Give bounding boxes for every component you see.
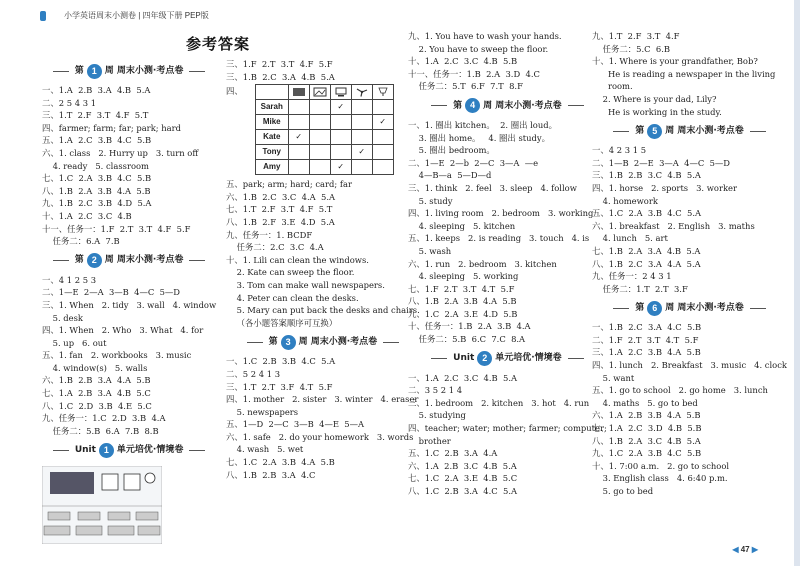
section-prefix: 第: [74, 255, 84, 266]
answer-line: 十、1.A 2.C 3.C 4.B: [42, 210, 132, 221]
check-cell: [330, 130, 351, 145]
check-cell: [351, 100, 372, 115]
section-number-badge: 6: [647, 301, 662, 316]
answer-line: 三、1. think 2. feel 3. sleep 4. follow: [408, 182, 577, 193]
check-cell: [351, 160, 372, 175]
check-cell: [288, 100, 309, 115]
classroom-illustration: [42, 466, 162, 544]
divider: [613, 308, 629, 309]
check-cell: [330, 145, 351, 160]
row-name: Tony: [255, 145, 288, 160]
answer-line: 一、1.A 2.C 3.C 4.B 5.A: [408, 372, 518, 383]
check-cell: [288, 115, 309, 130]
divider: [189, 71, 205, 72]
answer-list: [226, 58, 420, 83]
answer-line: 九、任务一：1. BCDF: [226, 229, 313, 240]
prev-arrow-icon[interactable]: ◀: [732, 545, 739, 554]
answer-line: 八、1.B 2.A 3.C 4.B 5.A: [592, 435, 701, 446]
answer-line: 四、1. lunch 2. Breakfast 3. music 4. clock: [592, 360, 787, 371]
answer-line: 任务二：5.C 6.B: [592, 43, 671, 54]
series-tag: [40, 11, 46, 21]
answer-line: 二、1.F 2.T 3.T 4.T 5.F: [592, 334, 699, 345]
divider: [189, 260, 205, 261]
answer-line: 七、1.C 2.A 3.E 4.B 5.C: [408, 473, 518, 484]
answer-line: 3. 圈出 home。 4. 圈出 study。: [408, 132, 550, 143]
section-week-4: [408, 95, 607, 117]
section-number-badge: 1: [87, 64, 102, 79]
answer-line: 一、4 2 3 1 5: [592, 145, 647, 156]
answer-line: 七、1.F 2.T 3.T 4.T 5.F: [408, 283, 515, 294]
answer-line: 十、1. Where is your grandfather, Bob?: [592, 56, 758, 67]
answer-line: 五、1.C 2.B 3.A 4.A: [408, 448, 498, 459]
answer-line: 5. study: [408, 195, 453, 206]
answer-line: 六、1.B 2.C 3.C 4.A 5.A: [226, 191, 336, 202]
answer-line: 九、1.B 2.C 3.B 4.D 5.A: [42, 198, 152, 209]
answer-line: 任务二：6.A 7.B: [42, 236, 120, 247]
answer-line: 一、1. 圈出 kitchen。 2. 圈出 loud。: [408, 119, 557, 130]
answer-line: 二、3 5 2 1 4: [408, 385, 463, 396]
answer-line: He is working in the study.: [592, 106, 722, 117]
section-week-2: [42, 250, 216, 272]
answer-line: 4. lunch 5. art: [592, 233, 668, 244]
row-name: Mike: [255, 115, 288, 130]
answer-list: [592, 30, 787, 118]
answer-line: 九、1. You have to wash your hands.: [408, 31, 562, 41]
answer-line: 九、任务一：1.C 2.D 3.B 4.A: [42, 413, 166, 424]
answer-line: 一、1.C 2.B 3.B 4.C 5.A: [226, 356, 336, 367]
answer-line: 3. English class 4. 6:40 p.m.: [592, 473, 728, 484]
answer-list: [408, 372, 607, 498]
table-row: [255, 100, 393, 115]
table-row: [255, 160, 393, 175]
answer-line: 5. want: [592, 372, 635, 383]
answer-line: 八、1.B 2.B 3.A 4.C: [226, 469, 316, 480]
answer-line: 九、1.C 2.A 3.E 4.D 5.B: [408, 308, 518, 319]
answer-line: 十、1. 7:00 a.m. 2. go to school: [592, 460, 730, 471]
table-row: [255, 115, 393, 130]
answer-line: 5. 圈出 bedroom。: [408, 145, 495, 156]
check-cell: [372, 100, 393, 115]
answer-line: 九、1.C 2.A 3.B 4.C 5.B: [592, 448, 702, 459]
section-unit-2: [408, 348, 607, 370]
section-number-badge: 2: [477, 351, 492, 366]
answer-line: 5. desk: [42, 312, 83, 323]
answer-line: 八、1.C 2.B 3.A 4.C 5.A: [408, 486, 518, 496]
next-arrow-icon[interactable]: ▶: [751, 545, 758, 554]
divider: [431, 105, 447, 106]
answer-line: 三、1. bedroom 2. kitchen 3. hot 4. run: [408, 397, 590, 408]
section-prefix: 第: [268, 337, 278, 348]
answer-line: 三、1.T 2.F 3.T 4.F 5.T: [42, 110, 149, 121]
answer-line: 四、farmer; farm; far; park; hard: [42, 122, 182, 133]
answer-line: 十、1.A 2.C 3.C 4.B 5.B: [408, 56, 518, 67]
answer-line: 任务二：2.C 3.C 4.A: [226, 242, 324, 253]
section-title: 周 周末小测·考点卷: [104, 255, 184, 266]
answer-line: 三、1.T 2.T 3.F 4.T 5.F: [226, 381, 333, 392]
divider: [568, 358, 584, 359]
answer-list: [42, 274, 216, 438]
answer-line: 十一、任务一：1.F 2.T 3.T 4.F 5.F: [42, 223, 191, 234]
answer-line: 任务二：5.B 6.A 7.B 8.B: [42, 425, 159, 436]
section-number-badge: 3: [281, 335, 296, 350]
answer-line: 2. Where is your dad, Lily?: [592, 93, 717, 104]
answer-line: 五、1. fan 2. workbooks 3. music: [42, 350, 192, 361]
answer-line: 七、1.T 2.F 3.T 4.F 5.T: [226, 204, 333, 215]
answer-line: 2. You have to sweep the floor.: [408, 43, 549, 54]
answer-table: [255, 84, 394, 175]
answer-line: 4—B—a 5—D—d: [408, 170, 492, 181]
answer-line: 5. newspapers: [226, 406, 299, 417]
answer-line: 五、1.A 2.C 3.B 4.C 5.B: [42, 135, 152, 146]
check-cell: [309, 100, 330, 115]
answer-line: 任务二：1.T 2.T 3.F: [592, 283, 688, 294]
check-cell: [372, 160, 393, 175]
answer-line: 5. studying: [408, 410, 466, 421]
divider: [383, 342, 399, 343]
check-cell: [351, 115, 372, 130]
section-prefix: 第: [635, 302, 645, 313]
answer-line: 九、任务一：2 4 3 1: [592, 271, 672, 282]
divider: [750, 131, 766, 132]
answer-line: 4. window(s) 5. walls: [42, 362, 148, 373]
answer-line: 二、1—E 2—b 2—C 3—A —e: [408, 157, 539, 168]
answer-line: 三、1.B 2.B 3.C 4.B 5.A: [592, 170, 701, 181]
answer-line: 2. Kate can sweep the floor.: [226, 267, 355, 278]
answer-line: 七、1.A 2.C 3.D 4.B 5.B: [592, 423, 702, 434]
check-cell: [372, 145, 393, 160]
check-cell: [309, 160, 330, 175]
answer-line: 七、1.C 2.A 3.B 4.C 5.B: [42, 173, 152, 184]
divider: [53, 71, 69, 72]
row-name: Amy: [255, 160, 288, 175]
answer-line: 4. homework: [592, 195, 658, 206]
answer-line: 六、1. safe 2. do your homework 3. words: [226, 431, 414, 442]
answer-line: 5. up 6. out: [42, 337, 107, 348]
divider: [53, 260, 69, 261]
answer-line: 十、1. Lili can clean the windows.: [226, 254, 369, 265]
page-title: 参考答案: [186, 35, 251, 53]
section-prefix: Unit: [453, 353, 475, 364]
answer-line: 一、4 1 2 5 3: [42, 274, 97, 285]
section-number-badge: 1: [99, 443, 114, 458]
answer-line: brother: [408, 435, 451, 446]
section-number-badge: 2: [87, 253, 102, 268]
answer-list: [592, 321, 787, 497]
fan-icon: [351, 85, 372, 100]
section-week-1: [42, 60, 216, 82]
answer-line: 3. Tom can make wall newspapers.: [226, 279, 385, 290]
table-corner: [255, 85, 288, 100]
header-bar: [0, 0, 800, 30]
check-cell: ✓: [288, 130, 309, 145]
answer-line: 五、1. keeps 2. is reading 3. touch 4. is: [408, 233, 590, 244]
answer-line: 4. ready 5. classroom: [42, 160, 149, 171]
column-4: [592, 30, 787, 498]
answer-line: 任务二：5.B 6.C 7.C 8.A: [408, 334, 526, 345]
section-title: 周 周末小测·考点卷: [665, 302, 744, 313]
answer-line: 八、1.C 2.D 3.B 4.E 5.C: [42, 400, 152, 411]
section-week-5: [592, 120, 787, 142]
answer-line: 三、1.B 2.C 3.A 4.B 5.A: [226, 71, 335, 82]
answer-line: 四、1. horse 2. sports 3. worker: [592, 182, 737, 193]
answer-line: 4. sleeping 5. kitchen: [408, 220, 516, 231]
light-icon: [372, 85, 393, 100]
answer-list: [226, 178, 420, 329]
answer-line: 5. go to bed: [592, 486, 654, 496]
check-cell: [330, 115, 351, 130]
answer-line: 八、1.B 2.F 3.E 4.D 5.A: [226, 216, 335, 227]
divider: [750, 308, 766, 309]
answer-line: 三、1.F 2.T 3.T 4.F 5.F: [226, 59, 333, 69]
divider: [247, 342, 263, 343]
answer-line: 四、1. When 2. Who 3. What 4. for: [42, 325, 204, 336]
series-title: 小学英语周末小测卷 | 四年级下册 PEP版: [64, 11, 209, 20]
section-week-6: [592, 297, 787, 319]
section-title: 单元培优·情境卷: [116, 445, 184, 456]
section-number-badge: 5: [647, 124, 662, 139]
section-prefix: 第: [635, 125, 645, 136]
section-prefix: Unit: [74, 445, 96, 456]
column-1: [42, 58, 216, 548]
answer-line: 5. Mary can put back the desks and chairs.: [226, 305, 420, 316]
section-title: 周 周末小测·考点卷: [298, 337, 378, 348]
section-title: 周 周末小测·考点卷: [483, 100, 562, 111]
page-number: 47: [740, 545, 750, 554]
answer-line: 5. wash: [408, 245, 452, 256]
answer-list: [226, 355, 420, 481]
answer-line: 六、1.A 2.B 3.C 4.B 5.A: [408, 460, 517, 471]
section-unit-1: [42, 439, 216, 461]
answer-line: 六、1.B 2.B 3.A 4.A 5.B: [42, 375, 151, 386]
answer-line: 任务二：5.T 6.F 7.T 8.F: [408, 81, 523, 92]
answer-line: 二、2 5 4 3 1: [42, 97, 97, 108]
answer-list: [408, 30, 607, 93]
answer-line: 十、任务一：1.B 2.A 3.B 4.A: [408, 321, 531, 332]
page-footer: [732, 545, 758, 554]
answer-line: 五、park; arm; hard; card; far: [226, 179, 352, 190]
check-cell: ✓: [330, 160, 351, 175]
divider: [189, 450, 205, 451]
section-title: 周 周末小测·考点卷: [104, 65, 184, 76]
divider: [568, 105, 584, 106]
divider: [431, 358, 447, 359]
table-row: [255, 130, 393, 145]
board-icon: [288, 85, 309, 100]
page-edge-band: [794, 0, 800, 566]
answer-line: 五、1.C 2.A 3.B 4.C 5.A: [592, 208, 702, 219]
check-cell: [309, 130, 330, 145]
answer-line: 九、1.T 2.F 3.T 4.F: [592, 31, 680, 41]
column-2: [226, 58, 420, 481]
answer-line: 二、1—B 2—E 3—A 4—C 5—D: [592, 157, 731, 168]
picture-icon: [309, 85, 330, 100]
check-cell: [372, 130, 393, 145]
answer-line: 五、1. go to school 2. go home 3. lunch: [592, 385, 768, 396]
answer-line: 4. Peter can clean the desks.: [226, 292, 359, 303]
answer-line: 4. wash 5. wet: [226, 444, 304, 455]
computer-icon: [330, 85, 351, 100]
answer-line: room.: [592, 81, 633, 92]
section-number-badge: 4: [465, 98, 480, 113]
answer-line: 六、1.A 2.B 3.B 4.A 5.B: [592, 410, 701, 421]
divider: [53, 450, 69, 451]
table-question: [226, 83, 420, 178]
check-cell: [351, 130, 372, 145]
answer-line: 六、1. run 2. bedroom 3. kitchen: [408, 258, 557, 269]
answer-line: （各小题答案顺序可互换）: [226, 317, 338, 328]
check-cell: [309, 145, 330, 160]
answer-line: 八、1.B 2.A 3.B 4.A 5.B: [42, 185, 151, 196]
answer-list: [592, 144, 787, 295]
answer-line: 四、teacher; water; mother; farmer; computer;: [408, 423, 607, 434]
answer-line: 六、1. breakfast 2. English 3. maths: [592, 220, 755, 231]
answer-line: 一、1.A 2.B 3.A 4.B 5.A: [42, 85, 151, 95]
answer-line: 四、1. mother 2. sister 3. winter 4. eraser: [226, 394, 419, 405]
check-cell: [288, 160, 309, 175]
section-prefix: 第: [453, 100, 463, 111]
row-name: Kate: [255, 130, 288, 145]
answer-line: 4. sleeping 5. working: [408, 271, 519, 282]
answer-line: 三、1. When 2. tidy 3. wall 4. window: [42, 299, 217, 310]
check-cell: ✓: [372, 115, 393, 130]
answer-line: 四、1. living room 2. bedroom 3. working: [408, 208, 594, 219]
check-cell: ✓: [330, 100, 351, 115]
check-cell: ✓: [351, 145, 372, 160]
answer-line: 三、1.A 2.C 3.B 4.A 5.B: [592, 347, 701, 358]
answer-line: 一、1.B 2.C 3.A 4.C 5.B: [592, 322, 702, 333]
answer-line: 七、1.C 2.A 3.B 4.A 5.B: [226, 457, 335, 468]
answer-line: 十一、任务一：1.B 2.A 3.D 4.C: [408, 68, 540, 79]
answer-line: 七、1.B 2.A 3.A 4.B 5.A: [592, 245, 701, 256]
answer-line: 二、1—E 2—A 3—B 4—C 5—D: [42, 287, 181, 298]
section-prefix: 第: [74, 65, 84, 76]
table-row: [255, 145, 393, 160]
answer-list: [42, 84, 216, 248]
answer-line: 五、1—D 2—C 3—B 4—E 5—A: [226, 419, 365, 430]
section-week-3: [226, 331, 420, 353]
section-title: 单元培优·情境卷: [495, 353, 562, 364]
answer-list: [408, 119, 607, 346]
row-name: Sarah: [255, 100, 288, 115]
answer-line: 六、1. class 2. Hurry up 3. turn off: [42, 147, 199, 158]
answer-line: 4. maths 5. go to bed: [592, 397, 698, 408]
answer-line: 七、1.A 2.B 3.A 4.B 5.C: [42, 388, 151, 399]
answer-line: He is reading a newspaper in the living: [592, 68, 776, 79]
answer-line: 八、1.B 2.C 3.A 4.A 5.A: [592, 258, 701, 269]
divider: [613, 131, 629, 132]
check-cell: [288, 145, 309, 160]
column-3: [408, 30, 607, 498]
answer-line: 二、5 2 4 1 3: [226, 368, 281, 379]
check-cell: [309, 115, 330, 130]
section-title: 周 周末小测·考点卷: [665, 125, 744, 136]
question-label: 四、: [226, 86, 243, 97]
table-header-row: [255, 85, 393, 100]
answer-line: 八、1.B 2.A 3.B 4.A 5.B: [408, 296, 517, 307]
